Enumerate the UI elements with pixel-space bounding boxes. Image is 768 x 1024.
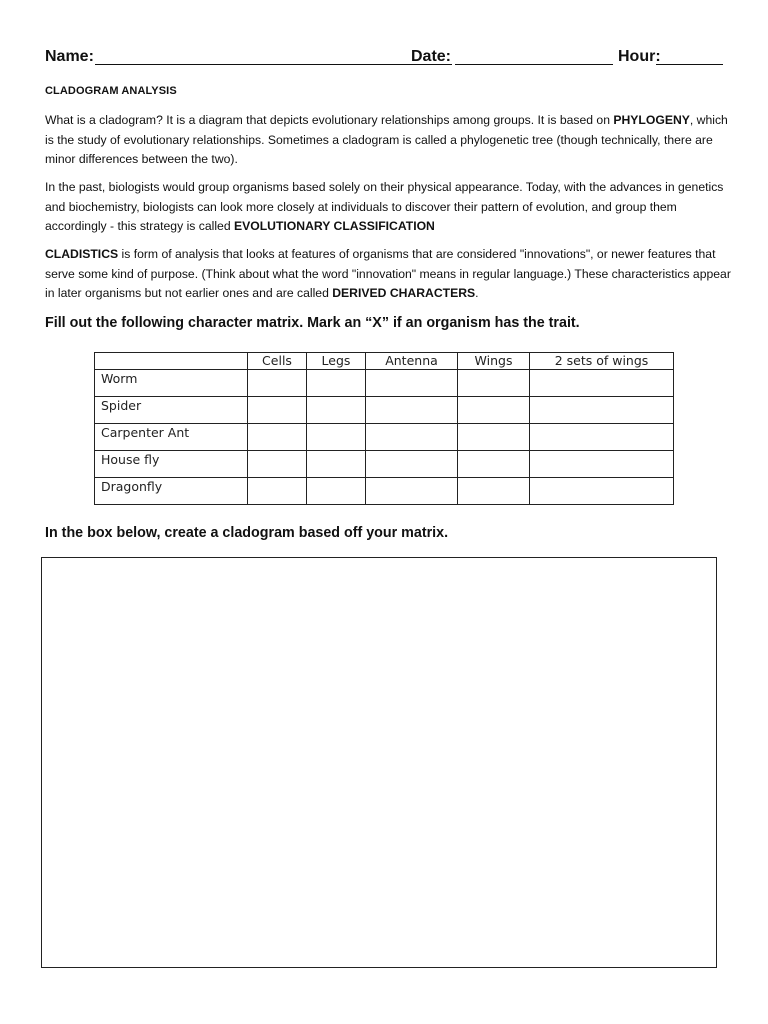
table-row	[95, 478, 674, 505]
cladogram-drawing-box[interactable]	[41, 557, 717, 968]
trait-cell[interactable]	[366, 397, 458, 424]
matrix-instruction: Fill out the following character matrix. Mark an “X” if an organism has the trait.	[45, 315, 580, 331]
header-line	[45, 46, 725, 70]
matrix-corner-cell	[95, 353, 248, 370]
organism-label: House fly	[95, 451, 248, 478]
character-matrix	[94, 352, 674, 505]
column-header: Wings	[458, 353, 530, 370]
organism-label: Worm	[95, 370, 248, 397]
trait-cell[interactable]	[458, 451, 530, 478]
trait-cell[interactable]	[307, 424, 366, 451]
trait-cell[interactable]	[366, 478, 458, 505]
table-row	[95, 424, 674, 451]
hour-label: Hour:	[618, 48, 661, 65]
trait-cell[interactable]	[458, 424, 530, 451]
trait-cell[interactable]	[458, 397, 530, 424]
trait-cell[interactable]	[307, 478, 366, 505]
trait-cell[interactable]	[248, 424, 307, 451]
cladogram-instruction: In the box below, create a cladogram based off your matrix.	[45, 525, 449, 541]
hour-field[interactable]	[656, 64, 723, 65]
trait-cell[interactable]	[530, 397, 674, 424]
paragraph-cladogram-definition: What is a cladogram? It is a diagram that depicts evolutionary relationships among groups. It is based on PHYLOGENY, which is the study of evolutionary relationships. Sometimes a cladogram is called a phylogenetic tree (though technically, there are minor differences between the two).	[45, 113, 728, 166]
trait-cell[interactable]	[530, 478, 674, 505]
trait-cell[interactable]	[366, 424, 458, 451]
date-label: Date:	[411, 48, 452, 65]
name-label: Name:	[45, 48, 94, 65]
trait-cell[interactable]	[530, 370, 674, 397]
trait-cell[interactable]	[248, 478, 307, 505]
column-header: Cells	[248, 353, 307, 370]
trait-cell[interactable]	[458, 478, 530, 505]
trait-cell[interactable]	[530, 424, 674, 451]
trait-cell[interactable]	[248, 397, 307, 424]
table-row	[95, 397, 674, 424]
paragraph-cladistics: CLADISTICS is form of analysis that looks at features of organisms that are considered "innovations", or newer features that serve some kind of purpose. (Think about what the word "innovation" means in regular language.) These characteristics appear in later organisms but not earlier ones and are called DERIVED CHARACTERS.	[45, 247, 731, 300]
column-header: Antenna	[366, 353, 458, 370]
organism-label: Dragonfly	[95, 478, 248, 505]
table-row	[95, 451, 674, 478]
name-field[interactable]	[95, 64, 452, 65]
column-header: 2 sets of wings	[530, 353, 674, 370]
table-row	[95, 370, 674, 397]
trait-cell[interactable]	[307, 370, 366, 397]
trait-cell[interactable]	[307, 451, 366, 478]
trait-cell[interactable]	[458, 370, 530, 397]
trait-cell[interactable]	[366, 451, 458, 478]
date-field[interactable]	[455, 64, 613, 65]
organism-label: Carpenter Ant	[95, 424, 248, 451]
trait-cell[interactable]	[530, 451, 674, 478]
column-header: Legs	[307, 353, 366, 370]
matrix-header-row	[95, 353, 674, 370]
trait-cell[interactable]	[366, 370, 458, 397]
trait-cell[interactable]	[307, 397, 366, 424]
paragraph-evolutionary-classification: In the past, biologists would group organisms based solely on their physical appearance. Today, with the advances in genetics and biochemistry, biologists can look more closely at individuals to discover their pattern of evolution, and group them accordingly - this strategy is called EVOLUTIONARY CLASSIFICATION	[45, 180, 724, 233]
trait-cell[interactable]	[248, 370, 307, 397]
trait-cell[interactable]	[248, 451, 307, 478]
section-title: CLADOGRAM ANALYSIS	[45, 85, 177, 97]
organism-label: Spider	[95, 397, 248, 424]
